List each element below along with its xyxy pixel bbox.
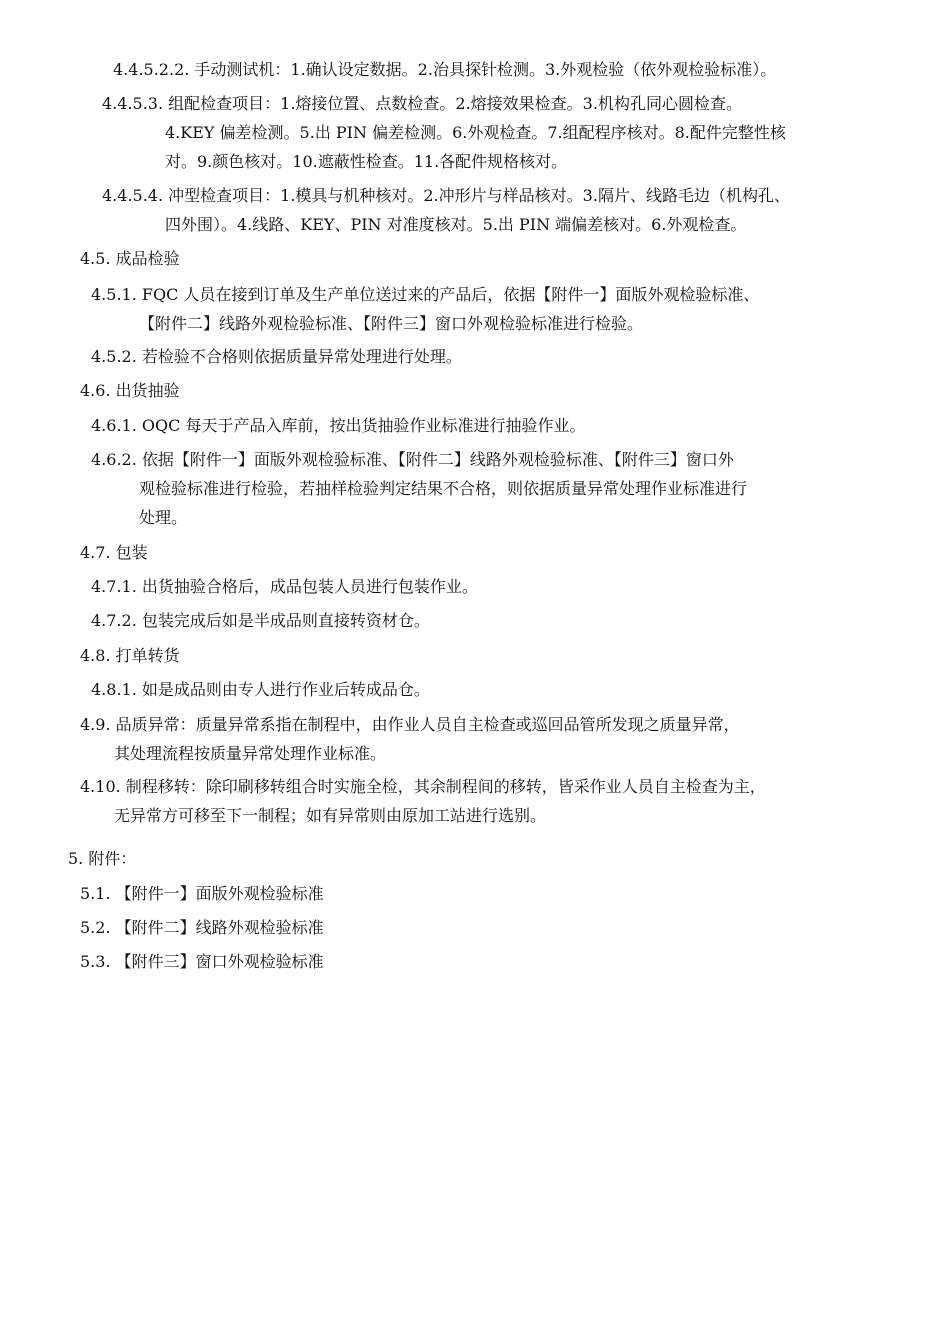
clause-line: 4.9. 品质异常：质量异常系指在制程中，由作业人员自主检查或巡回品管所发现之质量异常， [80,715,740,734]
section-5-heading [68,844,136,873]
clause-4-5-1 [91,280,759,338]
heading-line: 4.7. 包装 [80,543,148,562]
clause-4-6-1 [91,411,585,440]
clause-line: 无异常方可移至下一制程；如有异常则由原加工站进行选别。 [114,806,547,825]
clause-line: 其处理流程按质量异常处理作业标准。 [114,744,387,763]
attachment-5-1 [80,879,324,908]
clause-4-4-5-2-2 [113,55,776,84]
attachment-line: 5.2. 【附件二】线路外观检验标准 [80,918,324,937]
attachment-line: 5.1. 【附件一】面版外观检验标准 [80,884,324,903]
section-4-5-heading [80,244,180,273]
section-4-9 [80,710,740,768]
clause-4-4-5-3 [102,89,786,176]
heading-line: 4.8. 打单转货 [80,646,180,665]
heading-line: 5. 附件： [68,849,137,868]
clause-line: 4.5.1. FQC 人员在接到订单及生产单位送过来的产品后，依据【附件一】面版外观检验标准、 [91,285,760,304]
attachment-5-3 [80,947,324,976]
clause-4-7-1 [91,572,478,601]
clause-line: 4.10. 制程移转：除印刷移转组合时实施全检，其余制程间的移转，皆采作业人员自主检查为主， [80,777,766,796]
section-4-8-heading [80,641,180,670]
attachment-5-2 [80,913,324,942]
attachment-line: 5.3. 【附件三】窗口外观检验标准 [80,952,324,971]
heading-line: 4.5. 成品检验 [80,249,180,268]
clause-4-4-5-4 [102,181,790,239]
clause-line: 4.KEY 偏差检测。5.出 PIN 偏差检测。6.外观检查。7.组配程序核对。8.配件完整性核 [165,123,786,142]
clause-line: 处理。 [139,508,188,527]
clause-line: 4.8.1. 如是成品则由专人进行作业后转成品仓。 [91,680,430,699]
clause-line: 观检验标准进行检验，若抽样检验判定结果不合格，则依据质量异常处理作业标准进行 [139,479,748,498]
section-4-7-heading [80,538,148,567]
heading-line: 4.6. 出货抽验 [80,381,180,400]
section-4-6-heading [80,376,180,405]
clause-line: 4.6.2. 依据【附件一】面版外观检验标准、【附件二】线路外观检验标准、【附件三】窗口外 [91,450,734,469]
clause-line: 4.7.1. 出货抽验合格后，成品包装人员进行包装作业。 [91,577,478,596]
clause-line: 4.4.5.3. 组配检查项目：1.熔接位置、点数检查。2.熔接效果检查。3.机构孔同心圆检查。 [102,94,742,113]
clause-4-6-2 [91,445,747,532]
clause-4-8-1 [91,675,430,704]
clause-line: 对。9.颜色核对。10.遮蔽性检查。11.各配件规格核对。 [165,152,568,171]
clause-4-5-2 [91,342,462,371]
clause-line: 【附件二】线路外观检验标准、【附件三】窗口外观检验标准进行检验。 [139,314,644,333]
clause-line: 4.4.5.2.2. 手动测试机：1.确认设定数据。2.治具探针检测。3.外观检验（依外观检验标准）。 [113,60,777,79]
clause-line: 4.5.2. 若检验不合格则依据质量异常处理进行处理。 [91,347,462,366]
clause-line: 四外围）。4.线路、KEY、PIN 对准度核对。5.出 PIN 端偏差核对。6.外观检查。 [165,215,747,234]
clause-line: 4.7.2. 包装完成后如是半成品则直接转资材仓。 [91,611,430,630]
section-4-10 [80,772,766,830]
clause-line: 4.4.5.4. 冲型检查项目：1.模具与机种核对。2.冲形片与样品核对。3.隔片、线路毛边（机构孔、 [102,186,790,205]
clause-line: 4.6.1. OQC 每天于产品入库前，按出货抽验作业标准进行抽验作业。 [91,416,586,435]
clause-4-7-2 [91,606,430,635]
